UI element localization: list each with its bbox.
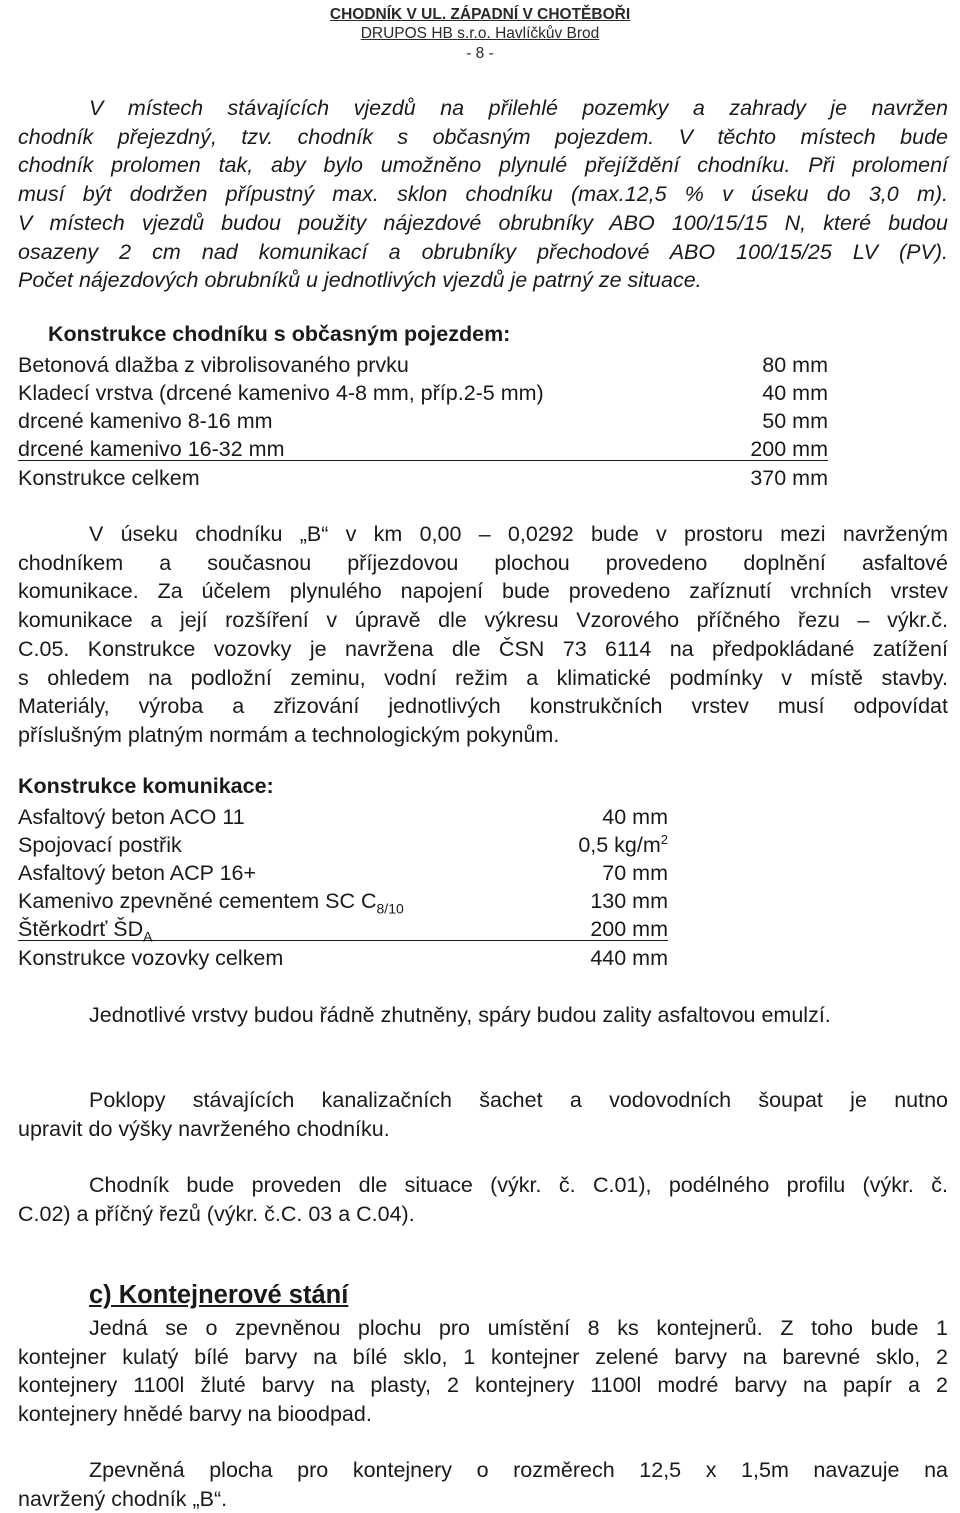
- sidewalk-layer-row: [18, 379, 828, 407]
- text-line: Jedná se o zpevněnou plochu pro umístění 8 ks kontejnerů. Z toho bude 1: [89, 1316, 948, 1340]
- text-line: musí být dodržen přípustný max. sklon chodníku (max.12,5 % v úseku do 3,0 m).: [18, 182, 948, 207]
- text-line: Počet nájezdových obrubníků u jednotlivých vjezdů je patrný ze situace.: [18, 268, 702, 293]
- paragraph-section-b: [18, 520, 948, 750]
- text-line: osazeny 2 cm nad komunikací a obrubníky přechodové ABO 100/15/25 LV (PV).: [18, 239, 948, 264]
- page-number: - 8 -: [466, 45, 494, 62]
- sum-rule: [18, 460, 828, 461]
- layer-label: Štěrkodrť $ŠD_A$: [18, 917, 153, 945]
- road-total-row: [18, 944, 668, 972]
- text-line: kontejner kulatý bílé barvy na bílé sklo, 1 kontejner zelené barvy na barevné sklo, 2: [18, 1344, 948, 1369]
- layer-thickness: 70 mm: [602, 861, 668, 885]
- header-title: CHODNÍK V UL. ZÁPADNÍ V CHOTĚBOŘI: [329, 6, 631, 23]
- layer-thickness: 200 mm: [750, 437, 828, 461]
- text-line: kontejnery 1100l žluté barvy na plasty, 2 kontejnery 1100l modré barvy na papír a 2: [18, 1373, 948, 1398]
- road-layer-row: [18, 803, 668, 831]
- layer-thickness: 0,5 $kg/m^2$: [578, 831, 668, 857]
- header-company: DRUPOS HB s.r.o. Havlíčkův Brod: [360, 25, 600, 42]
- layer-thickness: 130 mm: [590, 889, 668, 913]
- text-line: Chodník bude proveden dle situace (výkr. č. C.01), podélného profilu (výkr. č.: [89, 1173, 948, 1197]
- road-layer-row: [18, 859, 668, 887]
- text-line: C.02) a příčný řezů (výkr. č.C. 03 a C.04).: [18, 1201, 415, 1226]
- paragraph-container-area: [18, 1456, 948, 1513]
- text-line: s ohledem na podložní zeminu, vodní režim a klimatické podmínky v místě stavby.: [18, 665, 948, 690]
- layer-label: Kamenivo zpevněné cementem SC $C_{8/10}$: [18, 889, 404, 917]
- text-line: Zpevněná plocha pro kontejnery o rozměrech 12,5 x 1,5m navazuje na: [89, 1458, 948, 1482]
- section-title: c) Kontejnerové stání: [89, 1281, 349, 1309]
- layer-label: drcené kamenivo 16-32 mm: [18, 437, 285, 461]
- text-line: navržený chodník „B“.: [18, 1486, 228, 1511]
- layer-thickness: 80 mm: [762, 353, 828, 377]
- text-line: Jednotlivé vrstvy budou řádně zhutněny, spáry budou zality asfaltovou emulzí.: [89, 1003, 831, 1027]
- sidewalk-layer-row: [18, 435, 828, 463]
- text-line: V úseku chodníku „B“ v km 0,00 – 0,0292 bude v prostoru mezi navrženým: [89, 522, 948, 546]
- text-line: příslušným platným normám a technologickým pokynům.: [18, 722, 560, 747]
- layer-label: Kladecí vrstva (drcené kamenivo 4-8 mm, příp.2-5 mm): [18, 381, 544, 405]
- text-line: V místech vjezdů budou použity nájezdové obrubníky ABO 100/15/15 N, které budou: [18, 210, 948, 235]
- layer-thickness: 50 mm: [762, 409, 828, 433]
- layer-thickness: 40 mm: [762, 381, 828, 405]
- layer-thickness: 200 mm: [590, 917, 668, 941]
- layer-thickness: 370 mm: [750, 466, 828, 490]
- layer-label: Asfaltový beton ACP 16+: [18, 861, 257, 885]
- sidewalk-heading: Konstrukce chodníku s občasným pojezdem:: [48, 322, 511, 346]
- road-layer-row: [18, 887, 668, 915]
- layer-thickness: 40 mm: [602, 805, 668, 829]
- paragraph-drawings: [18, 1171, 948, 1228]
- text-line: komunikace. Za účelem plynulého napojení bude provedeno zaříznutí vrchních vrstev: [18, 579, 948, 604]
- layer-label: Spojovací postřik: [18, 833, 182, 857]
- text-line: chodník prolomen tak, aby bylo umožněno plynulé přejíždění chodníku. Při prolomení: [18, 153, 948, 178]
- text-line: chodník přejezdný, tzv. chodník s občasným pojezdem. V těchto místech bude: [18, 124, 948, 149]
- layer-label: Konstrukce celkem: [18, 466, 200, 490]
- road-layer-row: [18, 915, 668, 943]
- text-line: chodníkem a současnou příjezdovou plochou provedeno doplnění asfaltové: [18, 550, 948, 575]
- layer-thickness: 440 mm: [590, 946, 668, 970]
- text-line: upravit do výšky navrženého chodníku.: [18, 1116, 390, 1141]
- sidewalk-layer-row: [18, 407, 828, 435]
- text-line: kontejnery hnědé barvy na bioodpad.: [18, 1402, 372, 1427]
- layer-label: Konstrukce vozovky celkem: [18, 946, 284, 970]
- road-heading: Konstrukce komunikace:: [18, 774, 274, 798]
- sum-rule: [18, 940, 668, 941]
- text-line: V místech stávajících vjezdů na přilehlé pozemky a zahrady je navržen: [89, 96, 948, 120]
- text-line: komunikace a její rozšíření v úpravě dle výkresu Vzorového příčného řezu – výkr.č.: [18, 608, 948, 633]
- text-line: Materiály, výroba a zřizování jednotlivých konstrukčních vrstev musí odpovídat: [18, 694, 948, 719]
- layer-label: Asfaltový beton ACO 11: [18, 805, 245, 829]
- text-line: Poklopy stávajících kanalizačních šachet a vodovodních šoupat je nutno: [89, 1088, 948, 1112]
- paragraph-containers: [18, 1314, 948, 1429]
- sidewalk-layer-row: [18, 351, 828, 379]
- paragraph-driveways: [18, 94, 948, 295]
- paragraph-manholes: [18, 1086, 948, 1143]
- text-line: C.05. Konstrukce vozovky je navržena dle ČSN 73 6114 na předpokládané zatížení: [18, 636, 948, 661]
- sidewalk-total-row: [18, 464, 828, 492]
- layer-label: drcené kamenivo 8-16 mm: [18, 409, 273, 433]
- paragraph-compaction: [18, 1001, 948, 1030]
- layer-label: Betonová dlažba z vibrolisovaného prvku: [18, 353, 409, 377]
- road-layer-row: [18, 831, 668, 859]
